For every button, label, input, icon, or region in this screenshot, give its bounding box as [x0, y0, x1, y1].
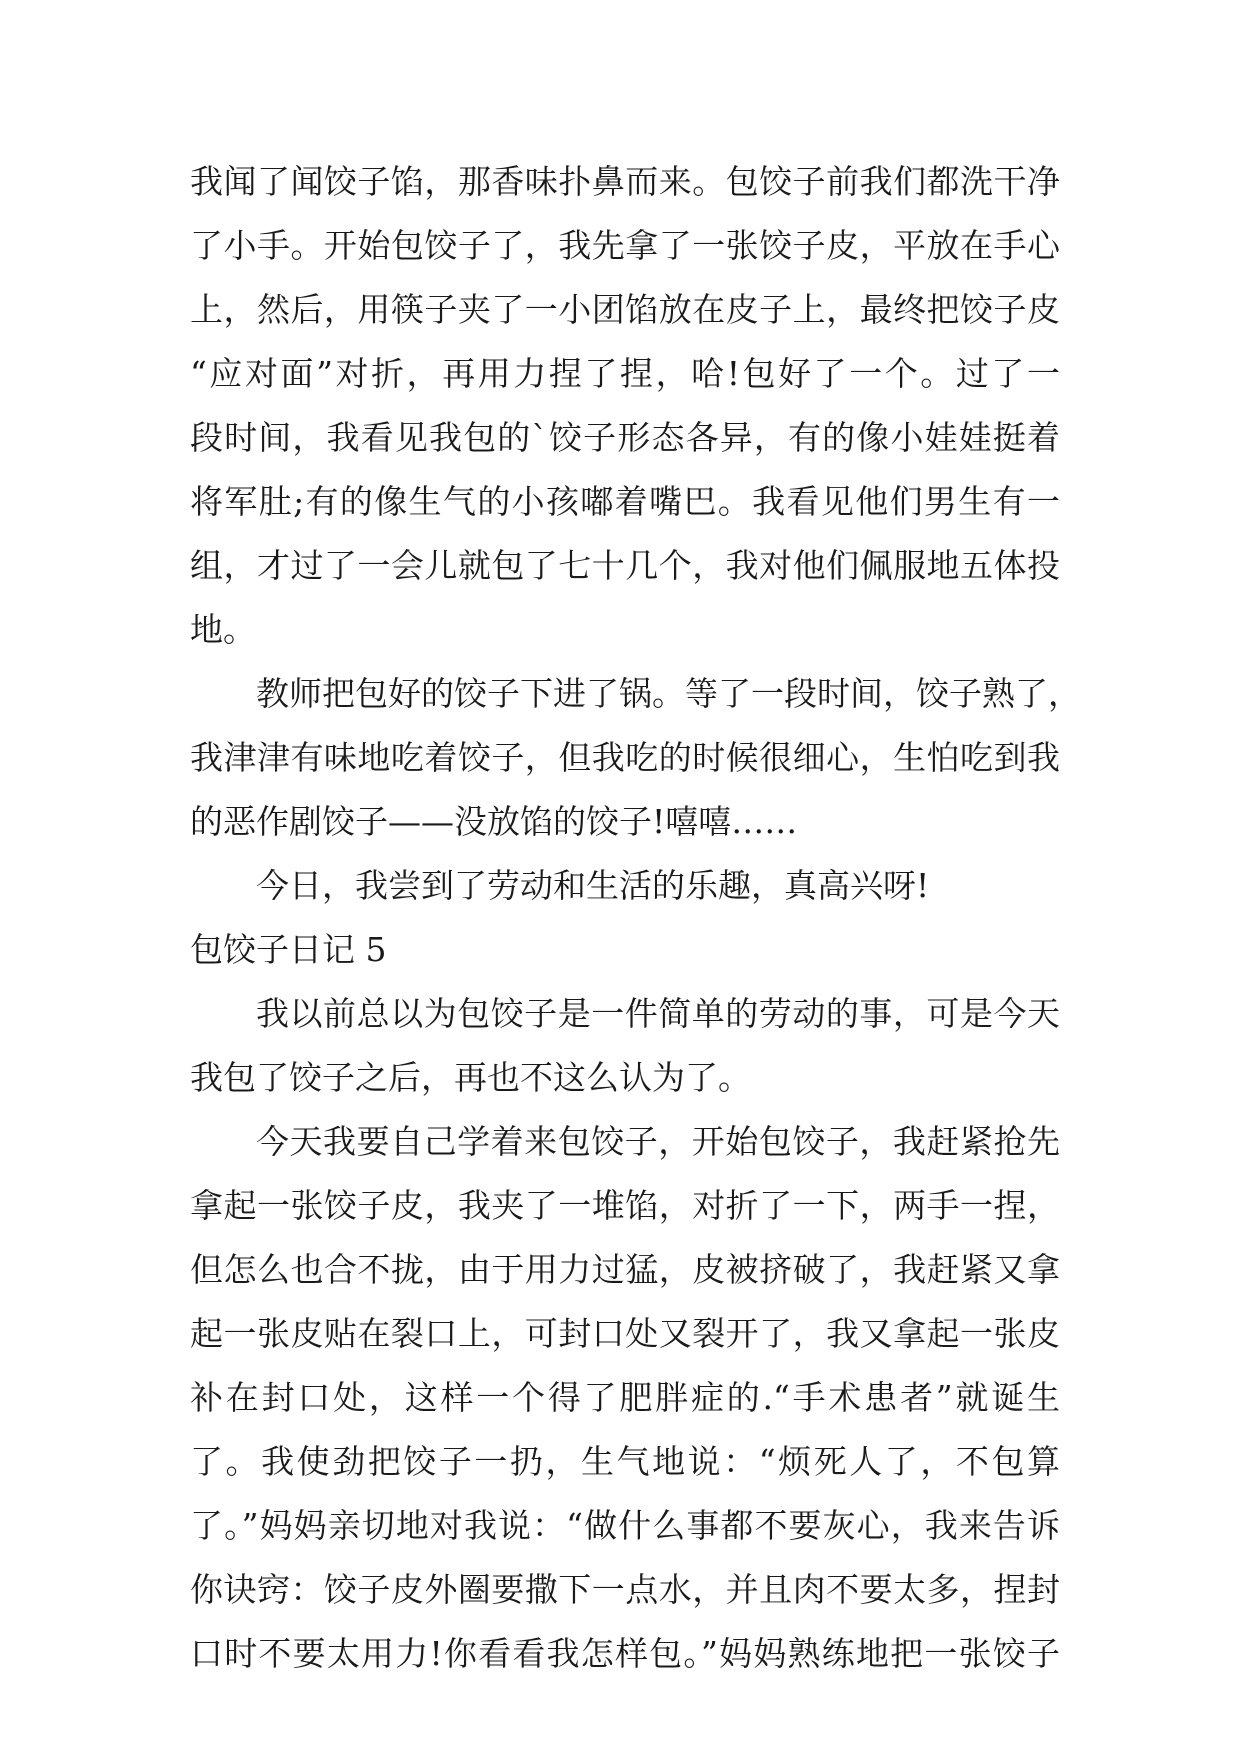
paragraph-start: 今天我要自己学着来包饺子，开始包饺子，我赶紧抢先: [256, 1122, 1060, 1161]
paragraph-start: 教师把包好的饺子下进了锅。等了一段时间，饺子熟了，: [256, 674, 1081, 713]
text-line: 了小手。开始包饺子了，我先拿了一张饺子皮，平放在手心: [190, 226, 1060, 265]
text-line: 我包了饺子之后，再也不这么认为了。: [190, 1058, 751, 1097]
text-line: “应对面”对折，再用力捏了捏，哈!包好了一个。过了一: [190, 354, 1060, 393]
text-line: 口时不要太用力!你看看我怎样包。”妈妈熟练地把一张饺子: [190, 1634, 1060, 1673]
text-line: 了。我使劲把饺子一扔，生气地说：“烦死人了，不包算: [190, 1442, 1060, 1481]
text-line: 上，然后，用筷子夹了一小团馅放在皮子上，最终把饺子皮: [190, 290, 1060, 329]
text-line: 我闻了闻饺子馅，那香味扑鼻而来。包饺子前我们都洗干净: [190, 162, 1060, 201]
text-line: 的恶作剧饺子——没放馅的饺子!嘻嘻……: [190, 802, 798, 841]
section-heading: 包饺子日记 5: [190, 930, 387, 969]
text-line: 地。: [190, 610, 256, 649]
text-line: 你诀窍：饺子皮外圈要撒下一点水，并且肉不要太多，捏封: [190, 1570, 1060, 1609]
text-line: 段时间，我看见我包的`饺子形态各异，有的像小娃娃挺着: [190, 418, 1060, 457]
text-line: 拿起一张饺子皮，我夹了一堆馅，对折了一下，两手一捏，: [190, 1186, 1060, 1225]
body-text: [190, 150, 1081, 1686]
paragraph-start: 我以前总以为包饺子是一件简单的劳动的事，可是今天: [256, 994, 1060, 1033]
text-line: 起一张皮贴在裂口上，可封口处又裂开了，我又拿起一张皮: [190, 1314, 1060, 1353]
text-line: 但怎么也合不拢，由于用力过猛，皮被挤破了，我赶紧又拿: [190, 1250, 1060, 1289]
text-line: 了。”妈妈亲切地对我说：“做什么事都不要灰心，我来告诉: [190, 1506, 1060, 1545]
text-line: 组，才过了一会儿就包了七十几个，我对他们佩服地五体投: [190, 546, 1060, 585]
text-line: 我津津有味地吃着饺子，但我吃的时候很细心，生怕吃到我: [190, 738, 1060, 777]
text-line: 将军肚;有的像生气的小孩嘟着嘴巴。我看见他们男生有一: [190, 482, 1060, 521]
paragraph-start: 今日，我尝到了劳动和生活的乐趣，真高兴呀!: [256, 866, 930, 905]
text-line: 补在封口处，这样一个得了肥胖症的.“手术患者”就诞生: [190, 1378, 1060, 1417]
